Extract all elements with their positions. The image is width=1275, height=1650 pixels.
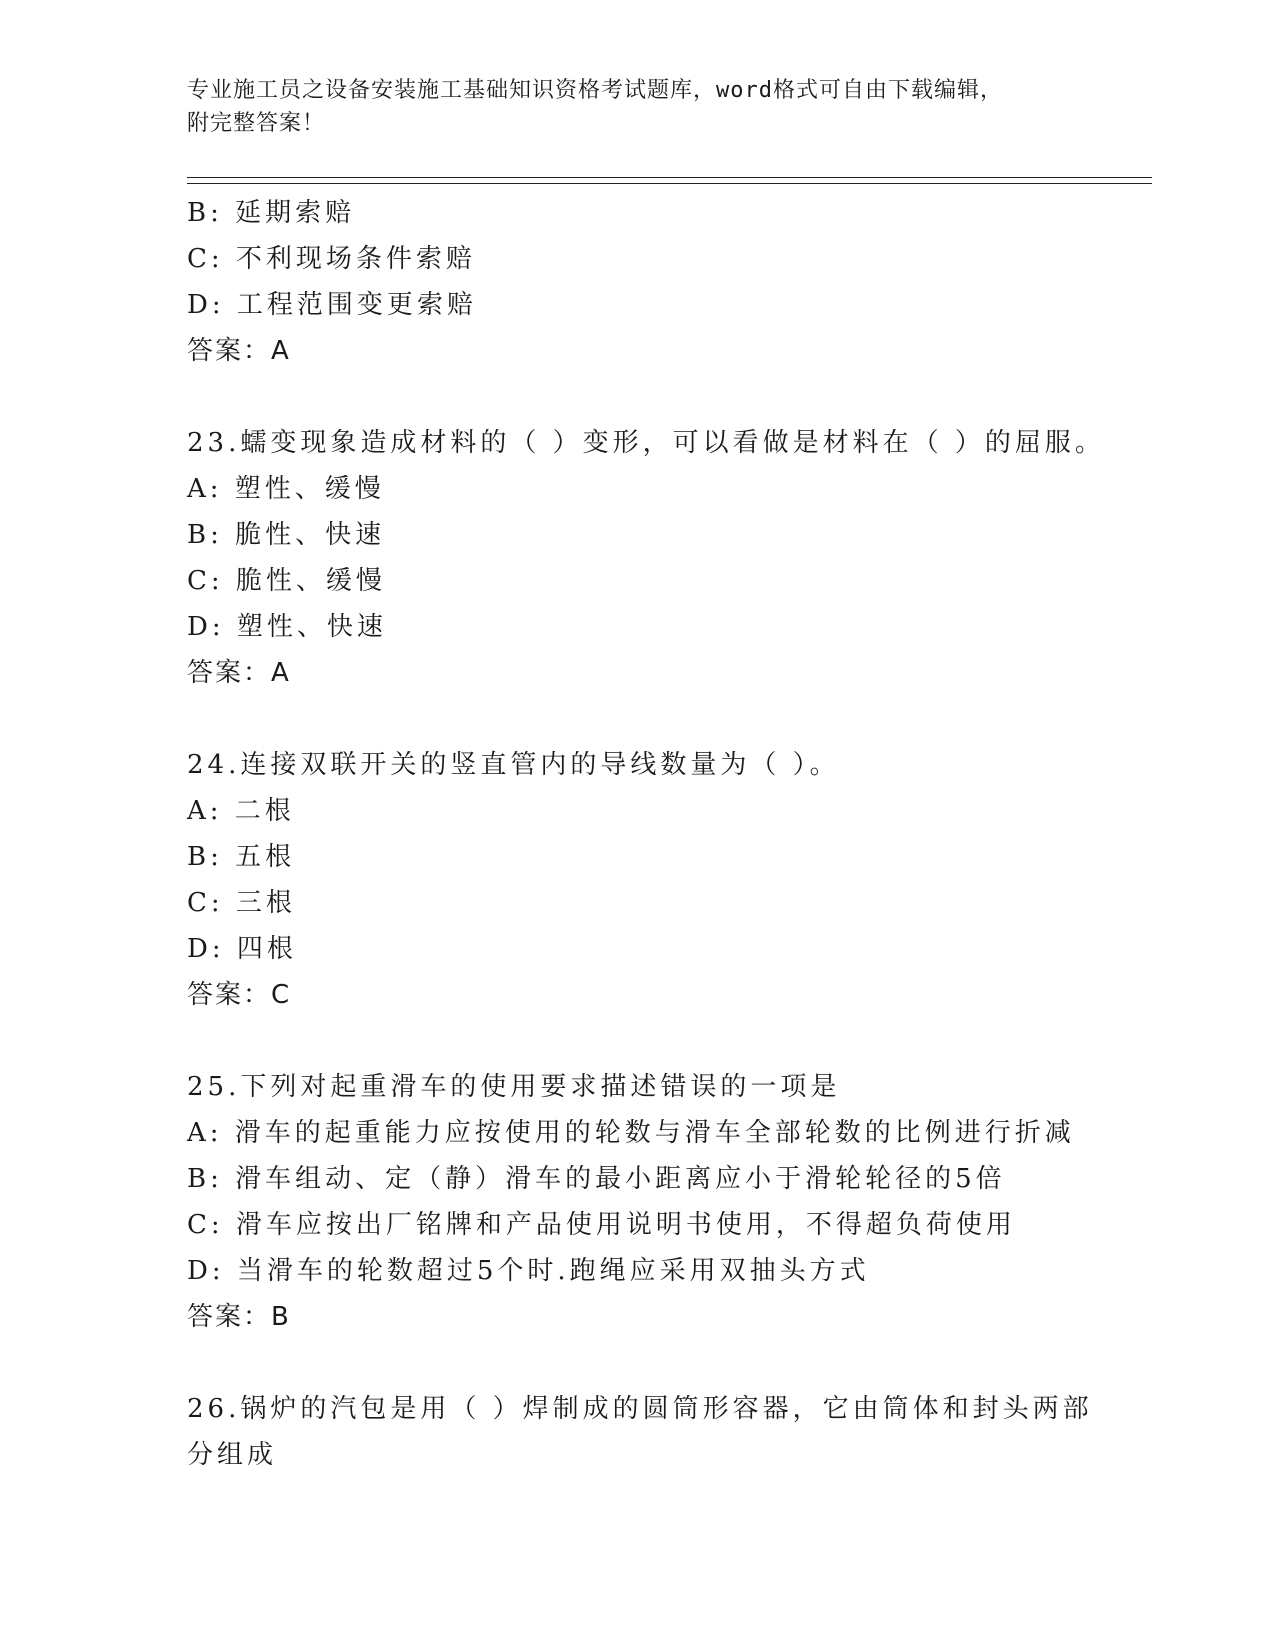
- option-b: B: 延期索赔: [187, 198, 356, 228]
- option-b: B: 五根: [187, 842, 296, 872]
- question-stem: 24.连接双联开关的竖直管内的导线数量为（ ）。: [187, 750, 840, 780]
- answer-line: 答案：A: [187, 658, 291, 688]
- question-stem-line-1: 26.锅炉的汽包是用（ ）焊制成的圆筒形容器，它由筒体和封头两部: [187, 1394, 1093, 1424]
- header-divider-bottom: [187, 183, 1152, 184]
- question-block-25: [187, 1064, 1087, 1340]
- question-block-22: [187, 190, 1087, 374]
- answer-line: 答案：A: [187, 336, 291, 366]
- option-a: A: 塑性、缓慢: [187, 474, 385, 504]
- question-stem: 23.蠕变现象造成材料的（ ）变形，可以看做是材料在（ ）的屈服。: [187, 428, 1105, 458]
- question-block-23: [187, 420, 1105, 696]
- question-stem-line-2: 分组成: [187, 1440, 278, 1470]
- option-b: B: 脆性、快速: [187, 520, 386, 550]
- spacer: [187, 696, 1087, 742]
- option-d: D: 工程范围变更索赔: [187, 290, 477, 320]
- answer-line: 答案：C: [187, 980, 292, 1010]
- option-d: D: 当滑车的轮数超过5个时.跑绳应采用双抽头方式: [187, 1256, 870, 1286]
- option-c: C: 不利现场条件索赔: [187, 244, 476, 274]
- spacer: [187, 1340, 1087, 1386]
- question-block-24: [187, 742, 1087, 1018]
- option-c: C: 三根: [187, 888, 296, 918]
- question-list: [187, 190, 1105, 1478]
- header-line-1: 专业施工员之设备安装施工基础知识资格考试题库，word格式可自由下载编辑，: [187, 78, 1003, 103]
- option-a: A: 滑车的起重能力应按使用的轮数与滑车全部轮数的比例进行折减: [187, 1118, 1075, 1148]
- question-block-26: [187, 1386, 1093, 1478]
- question-stem: 25.下列对起重滑车的使用要求描述错误的一项是: [187, 1072, 841, 1102]
- answer-line: 答案：B: [187, 1302, 291, 1332]
- spacer: [187, 1018, 1087, 1064]
- option-c: C: 滑车应按出厂铭牌和产品使用说明书使用，不得超负荷使用: [187, 1210, 1016, 1240]
- option-b: B: 滑车组动、定（静）滑车的最小距离应小于滑轮轮径的5倍: [187, 1164, 1006, 1194]
- spacer: [187, 374, 1087, 420]
- option-a: A: 二根: [187, 796, 295, 826]
- header-divider-top: [187, 177, 1152, 178]
- option-d: D: 塑性、快速: [187, 612, 387, 642]
- document-header: [187, 74, 1087, 140]
- option-d: D: 四根: [187, 934, 297, 964]
- option-c: C: 脆性、缓慢: [187, 566, 386, 596]
- header-line-2: 附完整答案！: [187, 111, 326, 136]
